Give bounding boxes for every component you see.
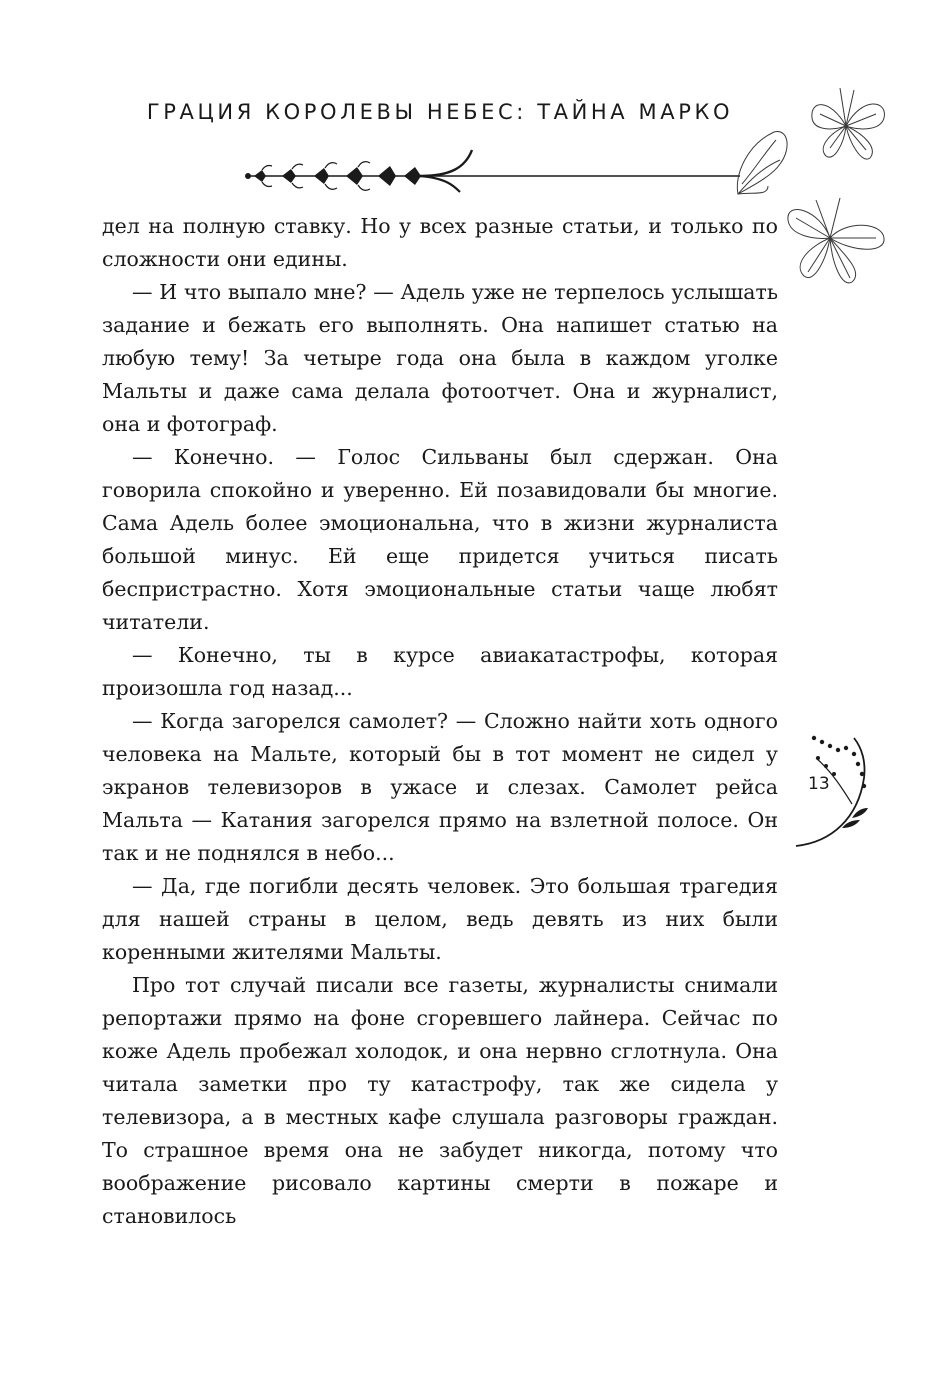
leaf-vine-divider-icon	[240, 146, 760, 196]
flower-sprig-icon	[792, 728, 878, 852]
butterfly-icon	[780, 194, 892, 290]
page-body	[102, 210, 778, 1233]
paragraph: — Конечно, ты в курсе авиакатастрофы, которая произошла год назад...	[102, 643, 778, 700]
page-number: 13	[808, 774, 830, 794]
paragraph: — И что выпало мне? — Адель уже не терпелось услышать задание и бежать его выполнять. Она напишет статью на любую тему! За четыре года она была в каждом уголке Мальты и даже сама делала фотоотчет. Она и журналист, она и фотограф.	[102, 280, 778, 436]
paragraph: — Когда загорелся самолет? — Сложно найти хоть одного человека на Мальте, который бы в тот момент не сидел у экранов телевизоров в ужасе и слезах. Самолет рейса Мальта — Катания загорелся прямо на взлетной полосе. Он так и не поднялся в небо...	[102, 709, 778, 865]
paragraph: — Да, где погибли десять человек. Это большая трагедия для нашей страны в целом, ведь девять из них были коренными жителями Мальты.	[102, 874, 778, 964]
butterfly-icon	[800, 78, 896, 168]
paragraph: — Конечно. — Голос Сильваны был сдержан. Она говорила спокойно и уверенно. Ей позавидовали бы многие. Сама Адель более эмоциональна, что в жизни журналиста большой минус. Ей еще придется учиться писать беспристрастно. Хотя эмоциональные статьи чаще любят читатели.	[102, 445, 778, 634]
butterfly-icon	[728, 124, 798, 204]
paragraph: дел на полную ставку. Но у всех разные статьи, и только по сложности они едины.	[102, 214, 778, 271]
paragraph: Про тот случай писали все газеты, журналисты снимали репортажи прямо на фоне сгоревшего лайнера. Сейчас по коже Адель пробежал холодок, и она нервно сглотнула. Она читала заметки про ту катастрофу, так же сидела у телевизора, а в местных кафе слушала разговоры граждан. То страшное время она не забудет никогда, потому что воображение рисовало картины смерти в пожаре и становилось	[102, 973, 778, 1228]
running-title: ГРАЦИЯ КОРОЛЕВЫ НЕБЕС: ТАЙНА МАРКО	[146, 100, 734, 124]
